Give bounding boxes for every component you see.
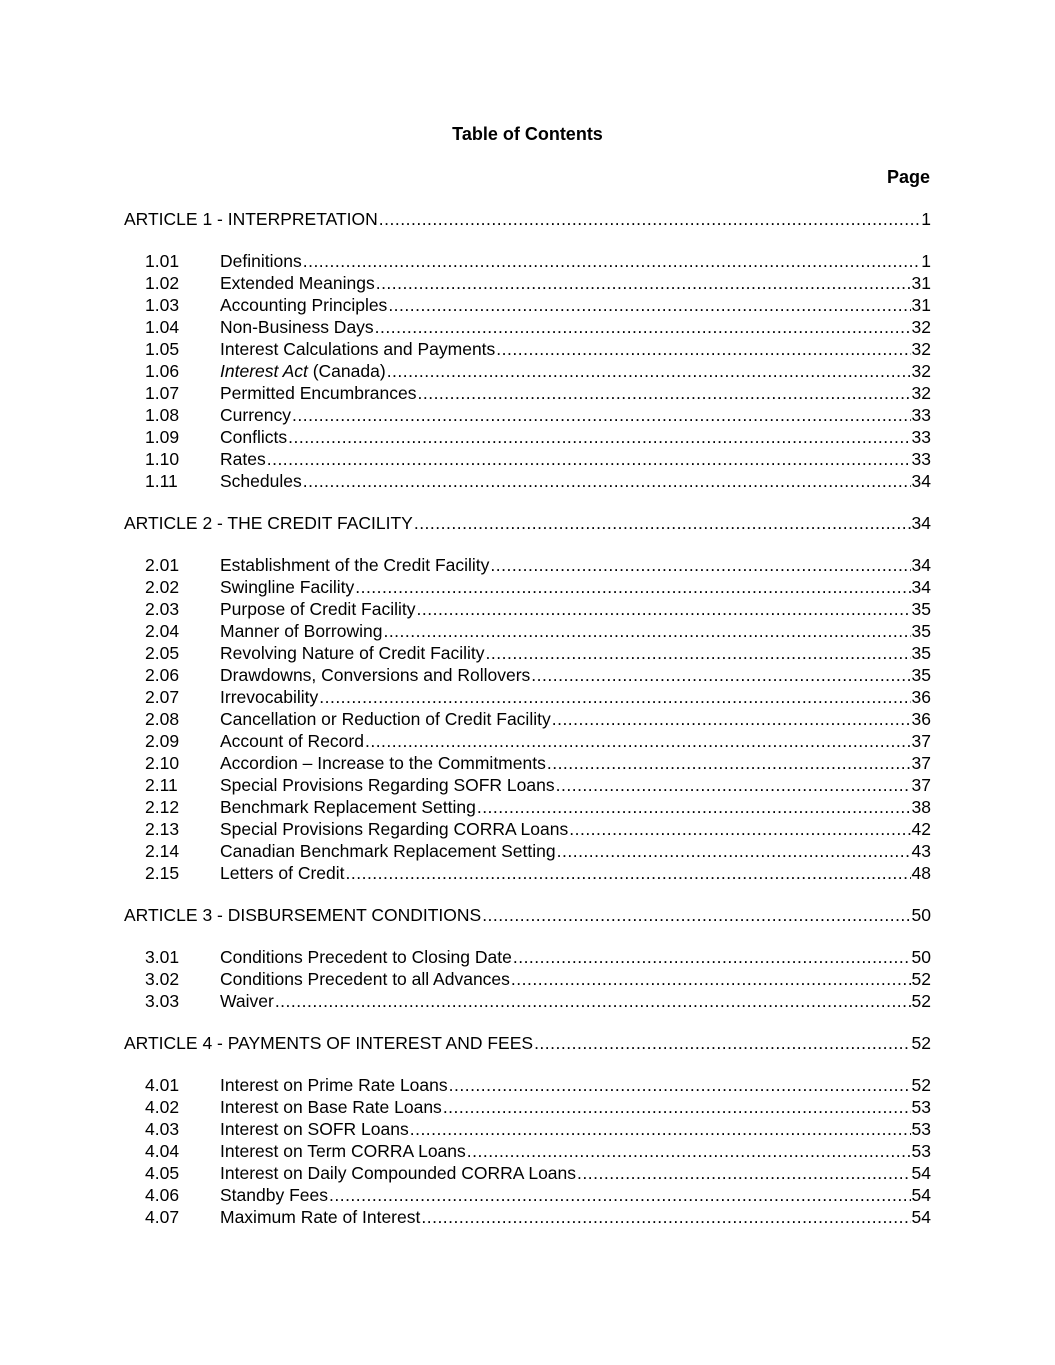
dot-leader xyxy=(490,554,910,576)
section-label: Canadian Benchmark Replacement Setting xyxy=(220,841,556,861)
article-entry[interactable] xyxy=(124,1032,931,1054)
section-entry[interactable] xyxy=(124,448,931,470)
table-of-contents xyxy=(124,208,931,1228)
section-page-number: 1 xyxy=(921,251,931,271)
section-page-number: 37 xyxy=(911,775,931,795)
section-page-number: 52 xyxy=(911,969,931,989)
section-label: Establishment of the Credit Facility xyxy=(220,555,490,575)
section-number: 2.11 xyxy=(145,775,178,795)
dot-leader xyxy=(557,840,911,862)
section-entry[interactable] xyxy=(124,752,931,774)
section-page-number: 38 xyxy=(911,797,931,817)
dot-leader xyxy=(319,686,910,708)
section-label: Drawdowns, Conversions and Rollovers xyxy=(220,665,531,685)
section-number: 1.08 xyxy=(145,405,180,425)
section-page-number: 52 xyxy=(911,991,931,1011)
section-label: Benchmark Replacement Setting xyxy=(220,797,476,817)
section-number: 2.06 xyxy=(145,665,180,685)
section-number: 4.02 xyxy=(145,1097,180,1117)
section-entry[interactable] xyxy=(124,554,931,576)
section-entry[interactable] xyxy=(124,730,931,752)
section-entry[interactable] xyxy=(124,1162,931,1184)
dot-leader xyxy=(556,774,911,796)
section-entry[interactable] xyxy=(124,576,931,598)
article-label: ARTICLE 1 - INTERPRETATION xyxy=(124,209,378,229)
dot-leader xyxy=(410,1118,911,1140)
section-page-number: 31 xyxy=(911,273,931,293)
section-label: Manner of Borrowing xyxy=(220,621,383,641)
section-number: 1.11 xyxy=(145,471,178,491)
dot-leader xyxy=(417,382,910,404)
section-entry[interactable] xyxy=(124,338,931,360)
section-label: Accounting Principles xyxy=(220,295,388,315)
section-entry[interactable] xyxy=(124,990,931,1012)
section-entry[interactable] xyxy=(124,250,931,272)
section-label: Revolving Nature of Credit Facility xyxy=(220,643,485,663)
section-page-number: 48 xyxy=(911,863,931,883)
section-entry[interactable] xyxy=(124,818,931,840)
section-number: 4.04 xyxy=(145,1141,180,1161)
section-label: Standby Fees xyxy=(220,1185,328,1205)
section-label: Special Provisions Regarding CORRA Loans xyxy=(220,819,569,839)
section-page-number: 34 xyxy=(911,471,931,491)
article-label: ARTICLE 2 - THE CREDIT FACILITY xyxy=(124,513,413,533)
section-page-number: 31 xyxy=(911,295,931,315)
section-page-number: 32 xyxy=(911,361,931,381)
section-page-number: 35 xyxy=(911,643,931,663)
section-number: 1.02 xyxy=(145,273,180,293)
dot-leader xyxy=(513,946,911,968)
section-label: Interest on Base Rate Loans xyxy=(220,1097,442,1117)
section-label: Maximum Rate of Interest xyxy=(220,1207,421,1227)
section-entry[interactable] xyxy=(124,1096,931,1118)
section-label: Definitions xyxy=(220,251,302,271)
dot-leader xyxy=(387,360,911,382)
dot-leader xyxy=(292,404,911,426)
section-page-number: 35 xyxy=(911,621,931,641)
section-number: 1.07 xyxy=(145,383,180,403)
section-entry[interactable] xyxy=(124,598,931,620)
section-number: 2.04 xyxy=(145,621,180,641)
section-entry[interactable] xyxy=(124,404,931,426)
section-label: Permitted Encumbrances xyxy=(220,383,417,403)
section-number: 4.06 xyxy=(145,1185,180,1205)
section-number: 4.05 xyxy=(145,1163,180,1183)
section-label: Purpose of Credit Facility xyxy=(220,599,416,619)
section-entry[interactable] xyxy=(124,946,931,968)
section-number: 1.09 xyxy=(145,427,180,447)
dot-leader xyxy=(577,1162,911,1184)
section-entry[interactable] xyxy=(124,1184,931,1206)
section-number: 1.01 xyxy=(145,251,180,271)
section-entry[interactable] xyxy=(124,426,931,448)
section-page-number: 32 xyxy=(911,383,931,403)
dot-leader xyxy=(482,904,910,926)
section-page-number: 33 xyxy=(911,427,931,447)
section-page-number: 32 xyxy=(911,317,931,337)
section-entry[interactable] xyxy=(124,774,931,796)
dot-leader xyxy=(388,294,910,316)
section-page-number: 35 xyxy=(911,665,931,685)
section-number: 2.07 xyxy=(145,687,180,707)
dot-leader xyxy=(303,250,921,272)
section-entry[interactable] xyxy=(124,620,931,642)
article-entry[interactable] xyxy=(124,904,931,926)
section-number: 4.01 xyxy=(145,1075,180,1095)
toc-title: Table of Contents xyxy=(452,124,603,144)
section-label: Account of Record xyxy=(220,731,364,751)
section-label: Conditions Precedent to Closing Date xyxy=(220,947,512,967)
section-number: 2.01 xyxy=(145,555,180,575)
dot-leader xyxy=(486,642,911,664)
section-label: Extended Meanings xyxy=(220,273,375,293)
section-label: Accordion – Increase to the Commitments xyxy=(220,753,546,773)
section-label: Cancellation or Reduction of Credit Facility xyxy=(220,709,551,729)
dot-leader xyxy=(477,796,911,818)
dot-leader xyxy=(569,818,910,840)
section-page-number: 36 xyxy=(911,709,931,729)
section-label: Letters of Credit xyxy=(220,863,345,883)
section-label-rest: (Canada) xyxy=(307,361,386,381)
dot-leader xyxy=(534,1032,910,1054)
section-entry[interactable] xyxy=(124,1140,931,1162)
dot-leader xyxy=(414,512,911,534)
section-page-number: 50 xyxy=(911,947,931,967)
section-number: 1.03 xyxy=(145,295,180,315)
section-number: 2.09 xyxy=(145,731,180,751)
section-number: 1.06 xyxy=(145,361,180,381)
section-label: Special Provisions Regarding SOFR Loans xyxy=(220,775,555,795)
section-label: Interest on Term CORRA Loans xyxy=(220,1141,466,1161)
dot-leader xyxy=(375,316,911,338)
article-page-number: 52 xyxy=(911,1033,931,1053)
section-entry[interactable] xyxy=(124,382,931,404)
dot-leader xyxy=(288,426,910,448)
section-entry[interactable] xyxy=(124,1118,931,1140)
section-number: 2.14 xyxy=(145,841,180,861)
dot-leader xyxy=(467,1140,911,1162)
dot-leader xyxy=(496,338,910,360)
section-entry[interactable] xyxy=(124,1206,931,1228)
section-label: Swingline Facility xyxy=(220,577,355,597)
section-label: Irrevocability xyxy=(220,687,319,707)
section-number: 3.02 xyxy=(145,969,180,989)
section-entry[interactable] xyxy=(124,316,931,338)
section-number: 1.10 xyxy=(145,449,180,469)
section-number: 3.01 xyxy=(145,947,180,967)
dot-leader xyxy=(417,598,911,620)
section-page-number: 35 xyxy=(911,599,931,619)
section-page-number: 54 xyxy=(911,1207,931,1227)
section-entry[interactable] xyxy=(124,360,931,382)
section-label: Non-Business Days xyxy=(220,317,374,337)
section-page-number: 52 xyxy=(911,1075,931,1095)
section-number: 3.03 xyxy=(145,991,180,1011)
dot-leader xyxy=(355,576,910,598)
article-page-number: 50 xyxy=(911,905,931,925)
dot-leader xyxy=(346,862,911,884)
dot-leader xyxy=(267,448,911,470)
section-entry[interactable] xyxy=(124,470,931,492)
section-number: 1.04 xyxy=(145,317,180,337)
section-number: 2.02 xyxy=(145,577,180,597)
section-number: 1.05 xyxy=(145,339,180,359)
section-label: Conditions Precedent to all Advances xyxy=(220,969,510,989)
section-page-number: 43 xyxy=(911,841,931,861)
section-entry[interactable] xyxy=(124,686,931,708)
section-entry[interactable] xyxy=(124,796,931,818)
section-page-number: 42 xyxy=(911,819,931,839)
section-number: 2.05 xyxy=(145,643,180,663)
section-page-number: 36 xyxy=(911,687,931,707)
section-number: 2.10 xyxy=(145,753,180,773)
section-entry[interactable] xyxy=(124,708,931,730)
section-label: Interest Calculations and Payments xyxy=(220,339,496,359)
article-entry[interactable] xyxy=(124,208,931,230)
section-label: Interest on SOFR Loans xyxy=(220,1119,409,1139)
section-page-number: 33 xyxy=(911,405,931,425)
dot-leader xyxy=(275,990,911,1012)
section-page-number: 37 xyxy=(911,753,931,773)
section-entry[interactable] xyxy=(124,272,931,294)
section-page-number: 34 xyxy=(911,555,931,575)
section-number: 4.07 xyxy=(145,1207,180,1227)
section-entry[interactable] xyxy=(124,862,931,884)
section-page-number: 33 xyxy=(911,449,931,469)
dot-leader xyxy=(365,730,911,752)
section-label: Rates xyxy=(220,449,266,469)
dot-leader xyxy=(531,664,910,686)
section-entry[interactable] xyxy=(124,968,931,990)
dot-leader xyxy=(449,1074,911,1096)
dot-leader xyxy=(511,968,911,990)
section-entry[interactable] xyxy=(124,1074,931,1096)
section-page-number: 34 xyxy=(911,577,931,597)
dot-leader xyxy=(552,708,911,730)
section-label: Waiver xyxy=(220,991,274,1011)
dot-leader xyxy=(376,272,911,294)
dot-leader xyxy=(303,470,911,492)
section-label xyxy=(220,360,386,382)
dot-leader xyxy=(443,1096,911,1118)
article-entry[interactable] xyxy=(124,512,931,534)
article-label: ARTICLE 3 - DISBURSEMENT CONDITIONS xyxy=(124,905,482,925)
section-entry[interactable] xyxy=(124,642,931,664)
section-label: Interest on Daily Compounded CORRA Loans xyxy=(220,1163,577,1183)
dot-leader xyxy=(547,752,911,774)
dot-leader xyxy=(329,1184,911,1206)
page-column-label: Page xyxy=(886,167,930,187)
section-page-number: 37 xyxy=(911,731,931,751)
section-page-number: 53 xyxy=(911,1119,931,1139)
section-label-italic: Interest Act xyxy=(220,361,308,381)
article-page-number: 1 xyxy=(921,209,931,229)
section-entry[interactable] xyxy=(124,664,931,686)
section-label: Schedules xyxy=(220,471,302,491)
section-entry[interactable] xyxy=(124,840,931,862)
section-label: Conflicts xyxy=(220,427,288,447)
section-label: Interest on Prime Rate Loans xyxy=(220,1075,448,1095)
dot-leader xyxy=(421,1206,910,1228)
dot-leader xyxy=(379,208,920,230)
section-number: 2.03 xyxy=(145,599,180,619)
section-number: 2.13 xyxy=(145,819,180,839)
section-page-number: 54 xyxy=(911,1185,931,1205)
section-page-number: 53 xyxy=(911,1097,931,1117)
section-page-number: 54 xyxy=(911,1163,931,1183)
article-page-number: 34 xyxy=(911,513,931,533)
section-page-number: 53 xyxy=(911,1141,931,1161)
dot-leader xyxy=(383,620,910,642)
section-number: 2.15 xyxy=(145,863,180,883)
section-number: 2.08 xyxy=(145,709,180,729)
section-page-number: 32 xyxy=(911,339,931,359)
section-number: 2.12 xyxy=(145,797,180,817)
section-entry[interactable] xyxy=(124,294,931,316)
article-label: ARTICLE 4 - PAYMENTS OF INTEREST AND FEES xyxy=(124,1033,534,1053)
section-label: Currency xyxy=(220,405,291,425)
section-number: 4.03 xyxy=(145,1119,180,1139)
